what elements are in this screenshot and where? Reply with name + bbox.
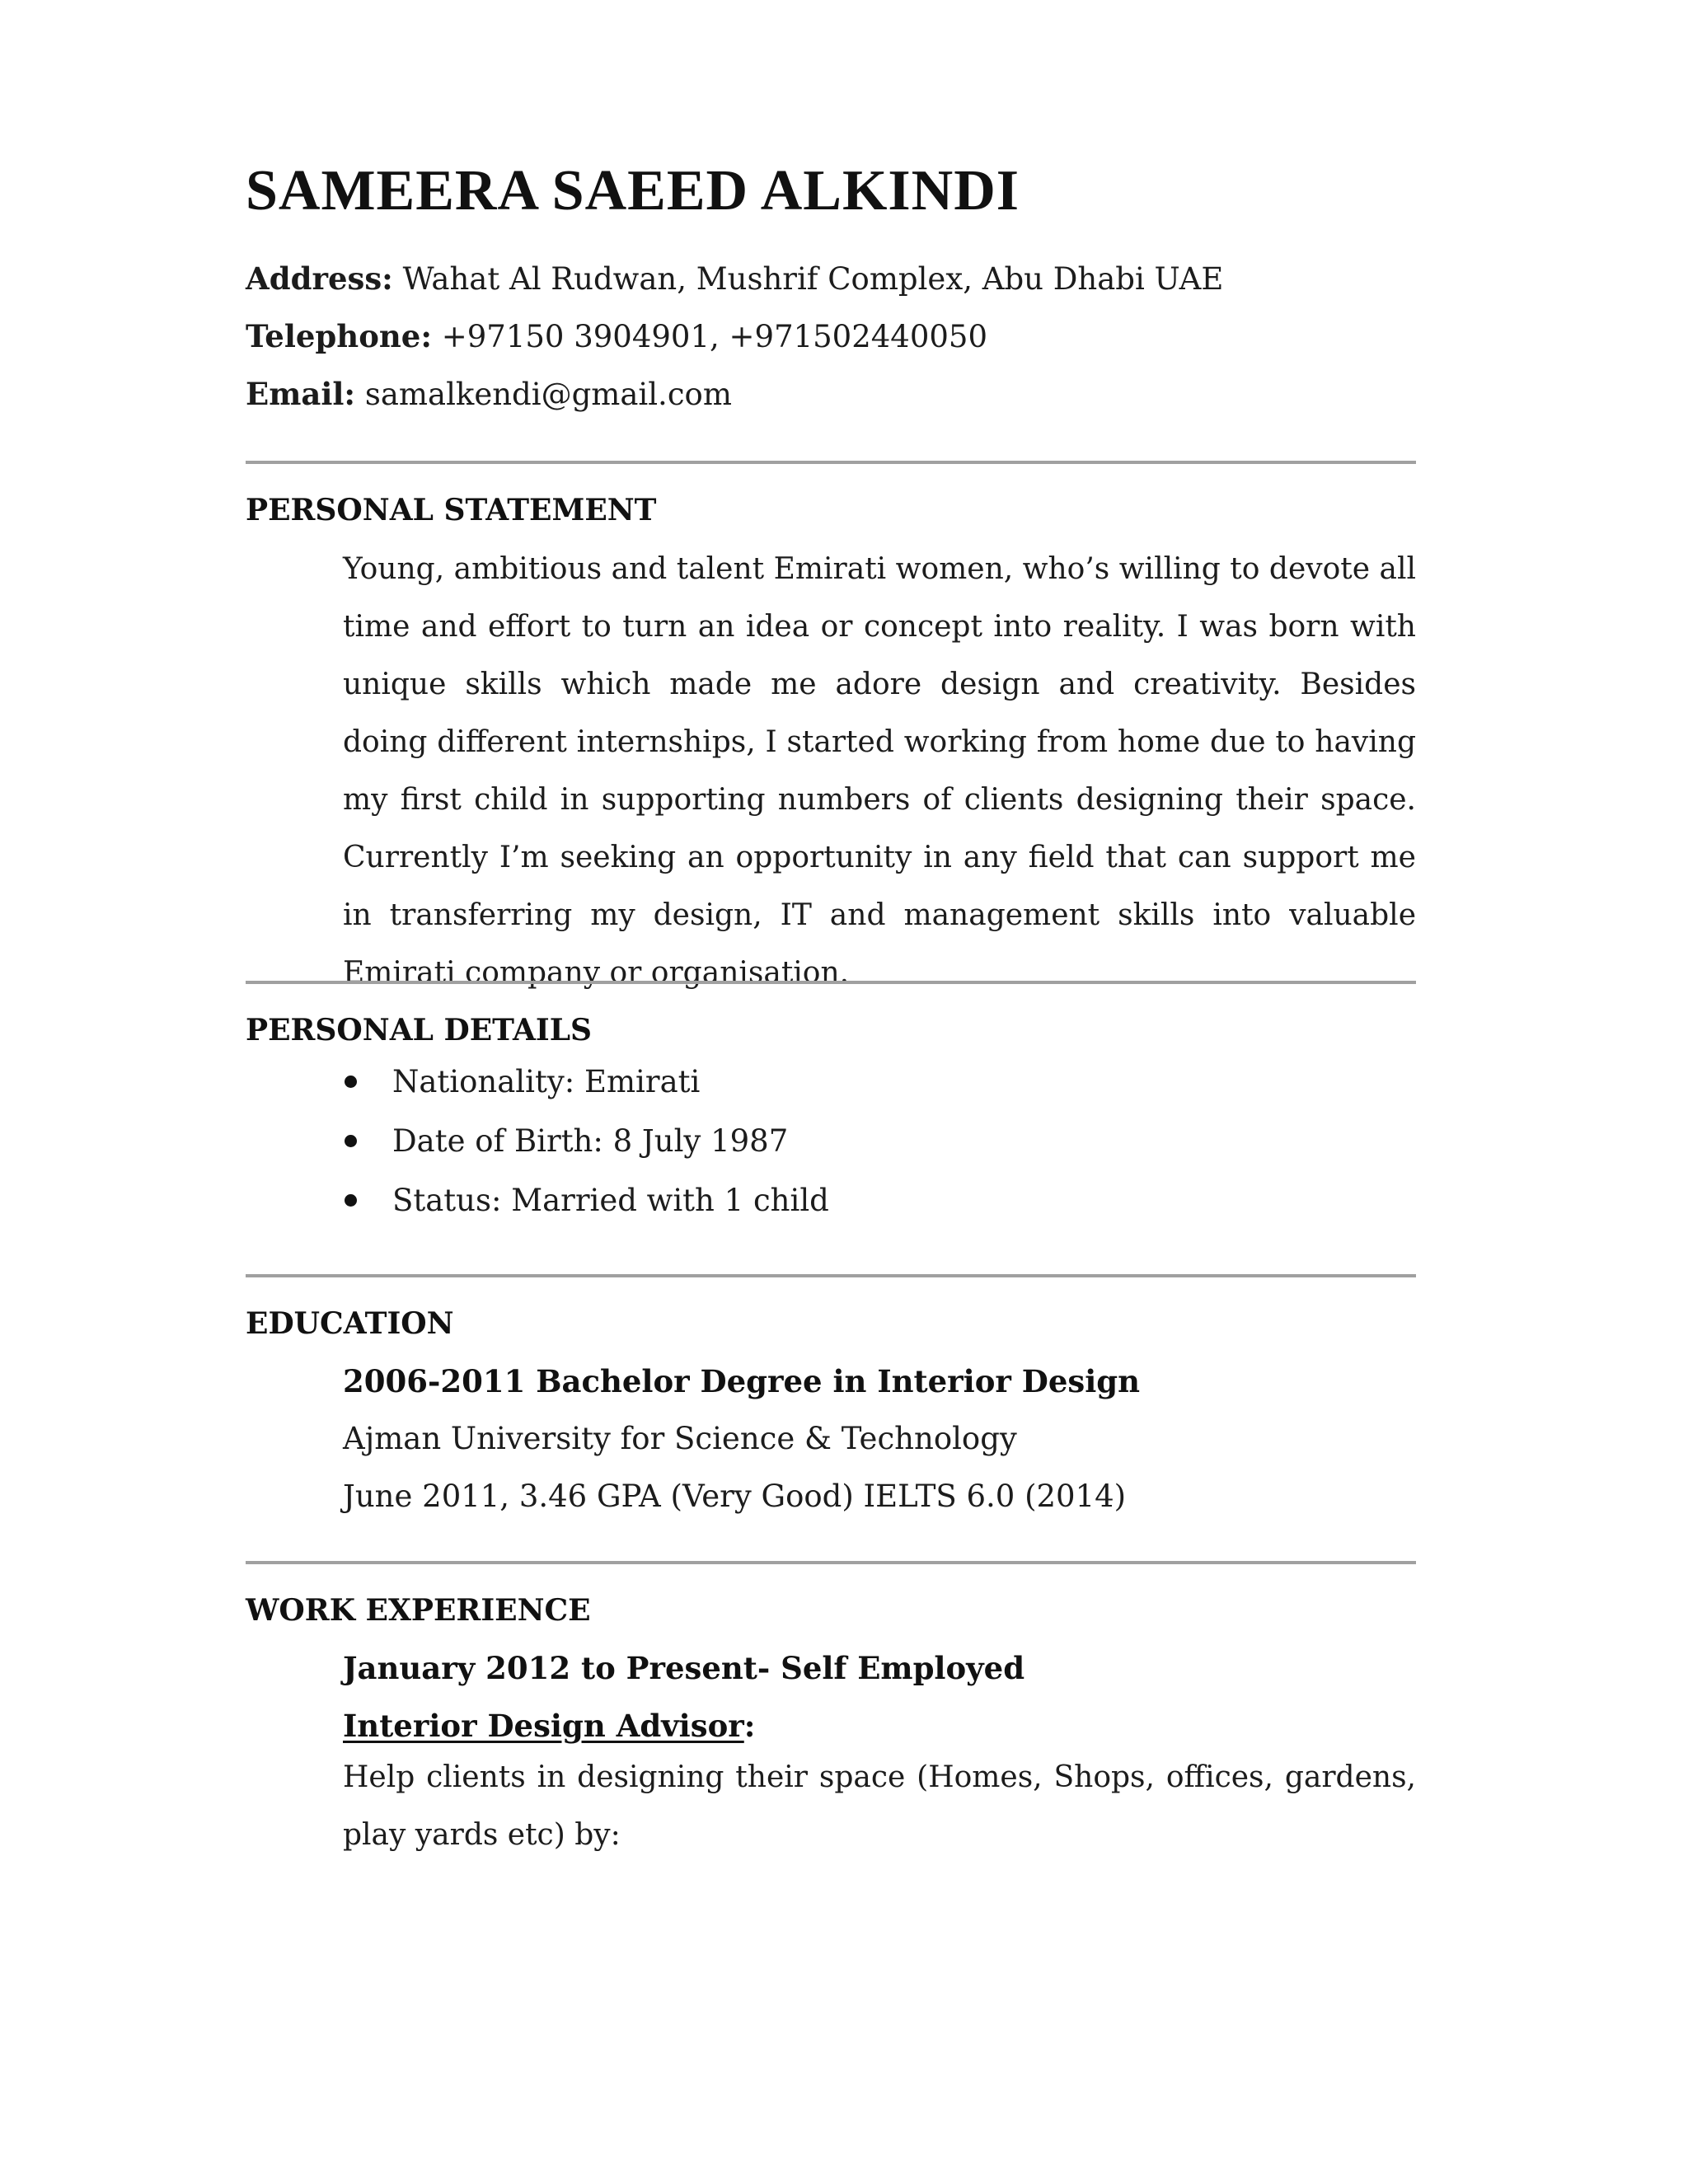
section-divider — [246, 1561, 1416, 1564]
telephone-line — [246, 318, 987, 354]
address-value: Wahat Al Rudwan, Mushrif Complex, Abu Dhabi UAE — [402, 261, 1224, 297]
job-role-line — [343, 1708, 755, 1744]
list-item — [343, 1058, 829, 1118]
personal-statement-title: PERSONAL STATEMENT — [246, 493, 657, 527]
work-experience-title: WORK EXPERIENCE — [246, 1593, 591, 1628]
date-of-birth-item: Date of Birth: 8 July 1987 — [392, 1123, 789, 1159]
address-label: Address: — [246, 260, 393, 297]
candidate-name: SAMEERA SAEED ALKINDI — [246, 159, 1020, 223]
list-item — [343, 1118, 829, 1177]
section-divider — [246, 1274, 1416, 1277]
personal-statement-text: Young, ambitious and talent Emirati women, who’s willing to devote all time and effort to turn an idea or concept into reality. I was born with unique skills which made me adore design and creativity. Besides doing different internships, I started working from home due to having my first child in supporting numbers of clients designing their space. Currently I’m seeking an opportunity in any field that can support me in transferring my design, IT and management skills into valuable Emirati company or organisation. — [343, 552, 1416, 990]
education-title: EDUCATION — [246, 1306, 454, 1341]
institution-name: Ajman University for Science & Technology — [343, 1421, 1017, 1456]
nationality-item: Nationality: Emirati — [392, 1064, 701, 1099]
bullet-icon — [345, 1194, 357, 1207]
degree-heading: 2006-2011 Bachelor Degree in Interior Design — [343, 1363, 1141, 1399]
job-role-colon: : — [743, 1708, 756, 1744]
bullet-icon — [345, 1076, 357, 1088]
personal-details-title: PERSONAL DETAILS — [246, 1013, 593, 1047]
section-divider — [246, 461, 1416, 464]
address-line — [246, 260, 1223, 297]
status-item: Status: Married with 1 child — [392, 1183, 829, 1218]
job-description: Help clients in designing their space (Homes, Shops, offices, gardens, play yards etc) by: — [343, 1760, 1416, 1852]
telephone-label: Telephone: — [246, 318, 432, 354]
education-results: June 2011, 3.46 GPA (Very Good) IELTS 6.0 (2014) — [343, 1479, 1127, 1514]
job-role-title: Interior Design Advisor — [343, 1708, 744, 1744]
section-divider — [246, 981, 1416, 984]
work-period-heading: January 2012 to Present- Self Employed — [343, 1650, 1025, 1686]
bullet-icon — [345, 1135, 357, 1147]
email-label: Email: — [246, 376, 356, 412]
email-value: samalkendi@gmail.com — [364, 377, 732, 412]
personal-details-list — [343, 1058, 829, 1236]
telephone-value: +97150 3904901, +971502440050 — [441, 319, 988, 354]
list-item — [343, 1177, 829, 1236]
email-line — [246, 376, 732, 412]
